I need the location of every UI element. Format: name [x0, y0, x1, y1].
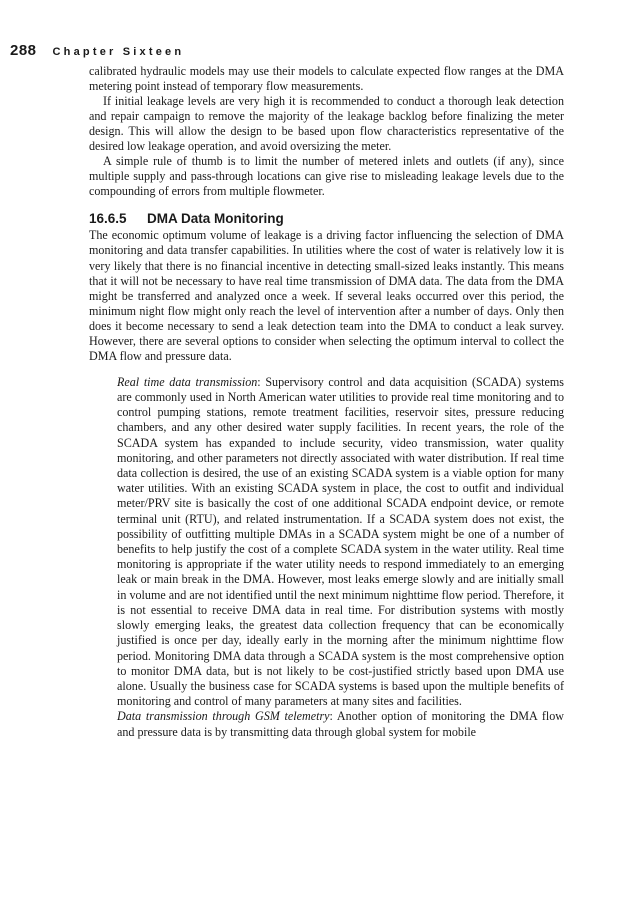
section-heading [89, 211, 564, 226]
option-text: : Supervisory control and data acquisition (SCADA) systems are commonly used in North American water utilities to provide real time monitoring and to control pumping stations, remote treatment facilities, reservoir sites, pressure reducing chambers, and any other desired water supply facilities. In recent years, the role of the SCADA system has expanded to include security, video transmission, water quality monitoring, and other parameters not directly associated with water distribution. If real time data collection is desired, the use of an existing SCADA system is a viable option for many water utilities. With an existing SCADA system in place, the cost to outfit and individual meter/PRV site is basically the cost of one additional SCADA endpoint device, or remote terminal unit (RTU), and related instrumentation. If a SCADA system does not exist, the possibility of outfitting multiple DMAs in a SCADA system might be one of a number of benefits to help justify the cost of a complete SCADA system in the water utility. Real time monitoring is appropriate if the water utility needs to respond immediately to an emerging leak or main break in the DMA. However, most leaks emerge slowly and are initially small in volume and are not identified until the next minimum nighttime flow period. Therefore, it is not essential to receive DMA data in real time. For distribution systems with mostly slowly emerging leaks, the greatest data collection frequency that can be economically justified is once per day, ideally early in the morning after the minimum nighttime flow period. Monitoring DMA data through a SCADA system is the most comprehensive option to monitor DMA data, but is not likely to be cost-justified strictly based upon DMA use alone. Usually the business case for SCADA systems is based upon the multiple benefits of monitoring and control of many parameters at many sites and facilities. [117, 374, 564, 709]
page-body [89, 64, 564, 740]
chapter-title: Chapter Sixteen [52, 46, 185, 58]
option-term: Real time data transmission [117, 374, 258, 389]
page-number: 288 [10, 42, 37, 59]
option-term: Data transmission through GSM telemetry [117, 709, 330, 724]
option-item [117, 375, 564, 709]
paragraph: A simple rule of thumb is to limit the number of metered inlets and outlets (if any), since multiple supply and pass-through locations can give rise to misleading leakage levels due to the compounding of errors from multiple flowmeter. [89, 154, 564, 199]
paragraph: calibrated hydraulic models may use their models to calculate expected flow ranges at the DMA metering point instead of temporary flow measurements. [89, 64, 564, 94]
option-item [117, 709, 564, 739]
section-title: DMA Data Monitoring [147, 211, 284, 227]
section-paragraph: The economic optimum volume of leakage is a driving factor influencing the selection of DMA monitoring and data transfer capabilities. In utilities where the cost of water is relatively low it is very likely that there is no financial incentive in detecting small-sized leaks instantly. This means that it will not be necessary to have real time transmission of DMA data. The data from the DMA might be transferred and analyzed once a week. If several leaks occurred over this period, the minimum night flow might only reach the level of intervention after a number of days. Only then does it become necessary to send a leak detection team into the DMA to conduct a leak survey. However, there are several options to consider when selecting the optimum interval to collect the DMA flow and pressure data. [89, 228, 564, 363]
paragraph: If initial leakage levels are very high it is recommended to conduct a thorough leak detection and repair campaign to remove the majority of the leakage backlog before finalizing the meter design. This will allow the design to be based upon flow characteristics representative of the desired low leakage operation, and avoid oversizing the meter. [89, 94, 564, 154]
section-number: 16.6.5 [89, 211, 127, 227]
option-text: : Another option of monitoring the DMA flow and pressure data is by transmitting data through global system for mobile [117, 709, 564, 739]
options-list [117, 375, 564, 740]
running-head [10, 42, 184, 64]
